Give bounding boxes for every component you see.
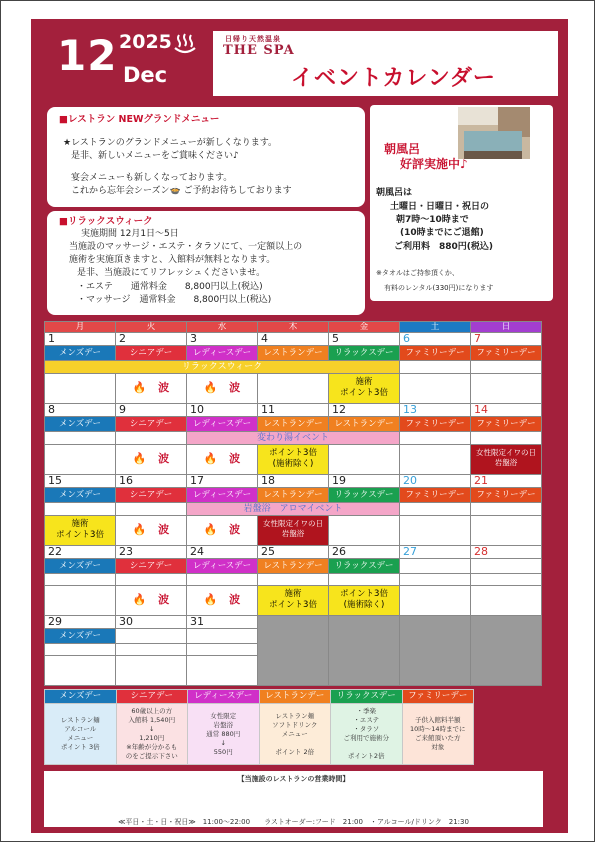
calendar-grid xyxy=(44,321,542,686)
restaurant-day-label: レストランデー xyxy=(258,488,329,503)
day-number: 9 xyxy=(116,404,187,417)
ladies-day-label: レディースデー xyxy=(187,559,258,574)
morning-headline-2: 好評実施中♪ xyxy=(400,157,468,171)
day-number: 1 xyxy=(45,333,116,346)
day-number: 31 xyxy=(187,616,258,629)
day-number: 19 xyxy=(329,475,400,488)
point-bonus: 施術 ポイント3倍 xyxy=(329,374,400,404)
senior-day-label: シニアデー xyxy=(116,559,187,574)
morning-bath-panel xyxy=(370,105,553,301)
nami-event: 🔥 波 xyxy=(203,523,241,536)
restaurant-day-label: レストランデー xyxy=(258,346,329,361)
day-number: 23 xyxy=(116,546,187,559)
relax-week-panel xyxy=(47,211,365,315)
morning-line: 朝7時～10時まで xyxy=(396,215,469,225)
restaurant-hours-box xyxy=(44,771,543,827)
legend-lady-desc: 女性限定 岩盤浴 通常 880円 ↓ 550円 xyxy=(188,704,260,765)
weekday-wed: 水 xyxy=(187,322,258,333)
fire-icon: 🔥 xyxy=(203,452,218,465)
day-number: 28 xyxy=(471,546,542,559)
mens-day-label: メンズデー xyxy=(45,346,116,361)
relax-line: 当施設のマッサージ・エステ・タラソにて、一定額以上の xyxy=(69,242,303,252)
weekday-mon: 月 xyxy=(45,322,116,333)
day-number: 22 xyxy=(45,546,116,559)
ladies-ganban-day: 女性限定イワの日 岩盤浴 xyxy=(471,445,542,475)
day-number: 17 xyxy=(187,475,258,488)
day-number: 27 xyxy=(400,546,471,559)
header-subtitle: 日帰り天然温泉 xyxy=(225,35,281,43)
relax-line: 施術を実施頂きますと、入館料が無料となります。 xyxy=(69,255,276,265)
relax-day-label: リラックスデー xyxy=(329,346,400,361)
legend-senior-desc: 60歳以上の方 入館料 1,540円 ↓ 1,210円 ※年齢が分かるも のをご提示下さい xyxy=(116,704,188,765)
day-number: 21 xyxy=(471,475,542,488)
morning-note: 有料のレンタル(330円)になります xyxy=(384,284,494,292)
day-number: 10 xyxy=(187,404,258,417)
legend-family-desc: 子供入館料半額 10時～14時までに ご来館頂いた方 対象 xyxy=(402,704,474,765)
nami-event: 🔥 波 xyxy=(203,593,241,606)
ganbanyoku-aroma-event: 岩盤浴 アロマイベント xyxy=(187,503,400,516)
ladies-day-label: レディースデー xyxy=(187,488,258,503)
fire-icon: 🔥 xyxy=(203,381,218,394)
day-number: 13 xyxy=(400,404,471,417)
header-month: Dec xyxy=(123,63,168,87)
header-title-box xyxy=(213,31,558,96)
relax-panel-title: ■リラックスウィーク xyxy=(59,216,153,227)
mens-day-label: メンズデー xyxy=(45,629,116,644)
morning-line: 土曜日・日曜日・祝日の xyxy=(390,202,490,212)
legend-lady-header: レディースデー xyxy=(188,690,260,704)
day-number: 5 xyxy=(329,333,400,346)
day-number: 20 xyxy=(400,475,471,488)
relax-line: 是非、当施設にてリフレッシュくださいませ。 xyxy=(77,268,266,278)
day-number: 15 xyxy=(45,475,116,488)
fire-icon: 🔥 xyxy=(132,381,147,394)
weekday-tue: 火 xyxy=(116,322,187,333)
fire-icon: 🔥 xyxy=(203,523,218,536)
day-number: 25 xyxy=(258,546,329,559)
family-day-label: ファミリーデー xyxy=(471,417,542,432)
fire-icon: 🔥 xyxy=(203,593,218,606)
legend-rest-desc: レストラン麺 ソフトドリンク メニュー ポイント 2倍 xyxy=(259,704,331,765)
legend-family-header: ファミリーデー xyxy=(402,690,474,704)
ladies-day-label: レディースデー xyxy=(187,346,258,361)
bath-photo xyxy=(458,107,530,159)
family-day-label: ファミリーデー xyxy=(400,346,471,361)
legend-mens-desc: レストラン麺 アルコール メニュー ポイント 3倍 xyxy=(45,704,117,765)
day-number: 14 xyxy=(471,404,542,417)
day-number: 18 xyxy=(258,475,329,488)
day-number: 2 xyxy=(116,333,187,346)
day-number: 6 xyxy=(400,333,471,346)
nami-event: 🔥 波 xyxy=(203,381,241,394)
relax-line: 実施期間 12月1日～5日 xyxy=(81,229,179,239)
weekday-header-row xyxy=(45,322,542,333)
legend-senior-header: シニアデー xyxy=(116,690,188,704)
brand-logo: THE SPA xyxy=(223,43,295,58)
morning-line: ご利用料 880円(税込) xyxy=(394,242,494,252)
fire-icon: 🔥 xyxy=(132,593,147,606)
restaurant-day-label: レストランデー xyxy=(329,417,400,432)
family-day-label: ファミリーデー xyxy=(471,346,542,361)
restaurant-menu-panel xyxy=(47,107,365,207)
point-bonus: 施術 ポイント3倍 xyxy=(45,516,116,546)
weekday-fri: 金 xyxy=(329,322,400,333)
restaurant-day-label: レストランデー xyxy=(258,417,329,432)
day-number: 16 xyxy=(116,475,187,488)
mens-day-label: メンズデー xyxy=(45,417,116,432)
restaurant-day-label: レストランデー xyxy=(258,559,329,574)
legend-rest-header: レストランデー xyxy=(259,690,331,704)
weekday-thu: 木 xyxy=(258,322,329,333)
day-number: 4 xyxy=(258,333,329,346)
senior-day-label: シニアデー xyxy=(116,417,187,432)
senior-day-label: シニアデー xyxy=(116,488,187,503)
ladies-ganban-day: 女性限定イワの日 岩盤浴 xyxy=(258,516,329,546)
relax-line: ・エステ 通常料金 8,800円以上(税込) xyxy=(77,282,263,292)
day-number: 8 xyxy=(45,404,116,417)
mens-day-label: メンズデー xyxy=(45,488,116,503)
day-number: 29 xyxy=(45,616,116,629)
day-number: 12 xyxy=(329,404,400,417)
restaurant-panel-title: ■レストラン NEWグランドメニュー xyxy=(59,114,220,125)
nami-event: 🔥 波 xyxy=(203,452,241,465)
legend-relax-header: リラックスデー xyxy=(331,690,403,704)
legend-relax-desc: ・季楽 ・エステ ・タラソ ご利用で施術分 ポイント2倍 xyxy=(331,704,403,765)
morning-line: (10時までにご退館) xyxy=(400,228,484,238)
mens-day-label: メンズデー xyxy=(45,559,116,574)
point-bonus: ポイント3倍 (施術除く) xyxy=(258,445,329,475)
restaurant-line: 是非、新しいメニューをご賞味ください♪ xyxy=(71,151,239,161)
header-day: 12 xyxy=(57,31,118,80)
nami-event: 🔥 波 xyxy=(132,523,170,536)
morning-line: 朝風呂は xyxy=(376,188,413,198)
ladies-day-label: レディースデー xyxy=(187,417,258,432)
relax-line: ・マッサージ 通常料金 8,800円以上(税込) xyxy=(77,295,272,305)
nami-event: 🔥 波 xyxy=(132,452,170,465)
family-day-label: ファミリーデー xyxy=(400,417,471,432)
point-bonus: ポイント3倍 (施術除く) xyxy=(329,586,400,616)
morning-note: ※タオルはご持参頂くか、 xyxy=(376,269,459,277)
day-legend xyxy=(44,689,474,765)
nami-event: 🔥 波 xyxy=(132,593,170,606)
weekday-sat: 土 xyxy=(400,322,471,333)
relax-day-label: リラックスデー xyxy=(329,488,400,503)
restaurant-line: これから忘年会シーズン🍲 ご予約お待ちしております xyxy=(71,186,292,196)
fire-icon: 🔥 xyxy=(132,452,147,465)
family-day-label: ファミリーデー xyxy=(400,488,471,503)
day-number: 26 xyxy=(329,546,400,559)
relax-day-label: リラックスデー xyxy=(329,559,400,574)
page-title: イベントカレンダー xyxy=(291,66,496,91)
header-year: 2025 xyxy=(119,31,172,53)
hours-title: 【当施設のレストランの営業時間】 xyxy=(237,775,350,783)
day-number: 30 xyxy=(116,616,187,629)
point-bonus: 施術 ポイント3倍 xyxy=(258,586,329,616)
nami-event: 🔥 波 xyxy=(132,381,170,394)
senior-day-label: シニアデー xyxy=(116,346,187,361)
weekday-sun: 日 xyxy=(471,322,542,333)
restaurant-line: ★レストランのグランドメニューが新しくなります。 xyxy=(63,138,277,148)
restaurant-line: 宴会メニューも新しくなっております。 xyxy=(71,173,233,183)
family-day-label: ファミリーデー xyxy=(471,488,542,503)
day-number: 24 xyxy=(187,546,258,559)
relax-week-event: リラックスウィーク xyxy=(45,361,400,374)
morning-headline: 朝風呂 xyxy=(384,142,421,156)
day-number: 11 xyxy=(258,404,329,417)
hours-text: ≪平日・土・日・祝日≫ 11:00～22:00 ラストオーダー:フード 21:00 ・アルコール/ドリンク 21:30 xyxy=(118,818,469,826)
day-number: 7 xyxy=(471,333,542,346)
kawari-yu-event: 変わり湯イベント xyxy=(187,432,400,445)
onsen-icon xyxy=(173,31,197,55)
legend-mens-header: メンズデー xyxy=(45,690,117,704)
fire-icon: 🔥 xyxy=(132,523,147,536)
day-number: 3 xyxy=(187,333,258,346)
